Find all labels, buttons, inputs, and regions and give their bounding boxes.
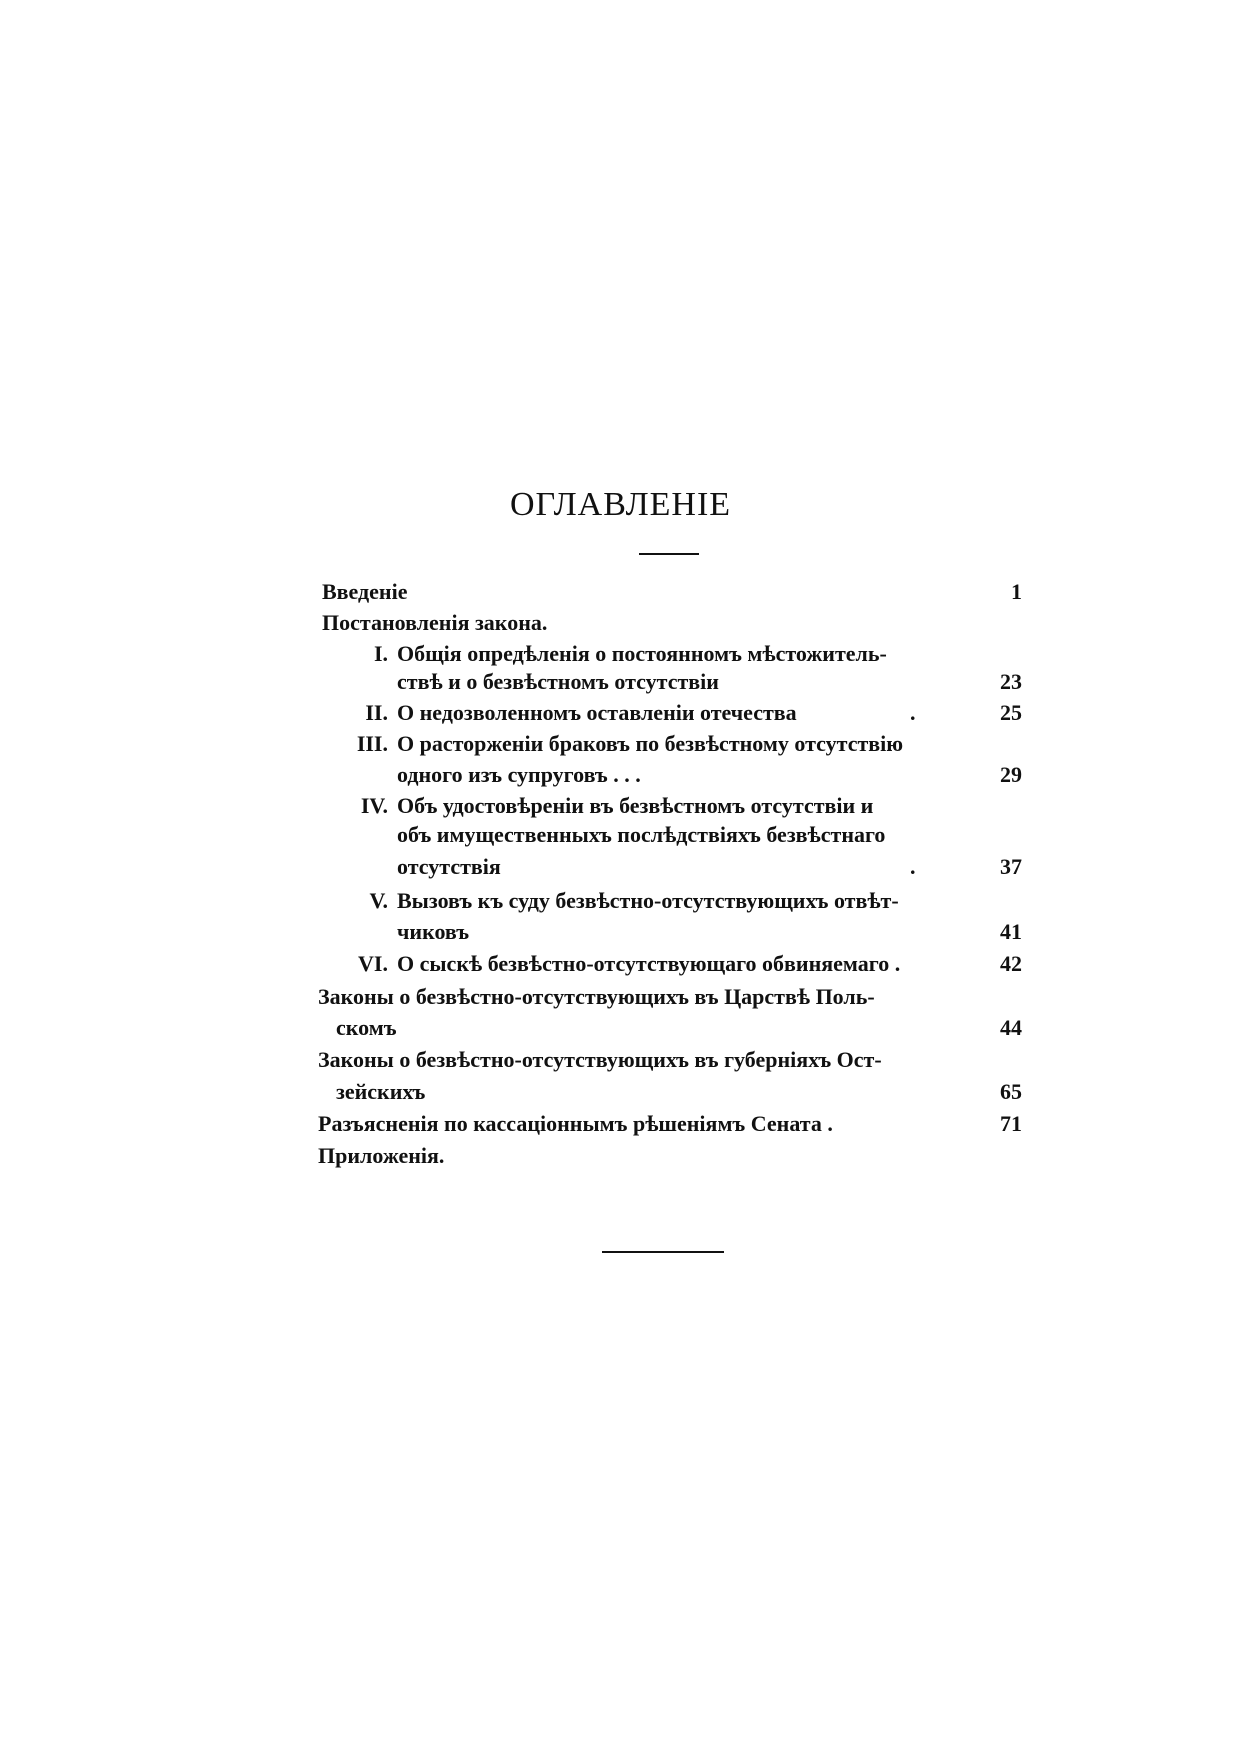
toc-page-number: 29 <box>1000 762 1022 787</box>
toc-entry-text: О расторженiи браковъ по безвѣстному отсутствiю <box>397 731 904 756</box>
toc-page-number: 41 <box>1000 919 1022 944</box>
closing-divider <box>602 1251 724 1253</box>
toc-entry-text: О недозволенномъ оставленiи отечества <box>397 700 797 725</box>
toc-entry-chapter-1-cont <box>322 667 1022 697</box>
toc-entry-laws-ostsee-cont <box>322 1077 1022 1107</box>
chapter-numeral: II. <box>365 700 388 725</box>
toc-entry-text: Общiя опредѣленiя о постоянномъ мѣстожитель- <box>397 641 887 666</box>
toc-page-number: 71 <box>1000 1111 1022 1136</box>
toc-section-heading <box>322 608 1022 638</box>
toc-entry-text: Объ удостовѣренiи въ безвѣстномъ отсутствiи и <box>397 793 874 818</box>
toc-entry-chapter-1 <box>322 639 1022 669</box>
toc-page-number: 65 <box>1000 1079 1022 1104</box>
chapter-numeral: VI. <box>358 951 388 976</box>
toc-entry-text: скомъ <box>336 1015 397 1040</box>
toc-page-number: 44 <box>1000 1015 1022 1040</box>
toc-page-number: 1 <box>1011 579 1022 604</box>
page-title: ОГЛАВЛЕНIЕ <box>509 486 732 523</box>
toc-entry-text: Приложенiя. <box>318 1143 445 1168</box>
toc-entry-text: Вызовъ къ суду безвѣстно-отсутствующихъ отвѣт- <box>397 888 899 913</box>
chapter-numeral: I. <box>373 641 388 666</box>
toc-entry-laws-poland <box>318 982 1022 1012</box>
toc-entry-text: одного изъ супруговъ . . . <box>397 762 641 787</box>
chapter-numeral: III. <box>356 731 388 756</box>
toc-entry-text: Введенiе <box>322 579 408 604</box>
toc-entry-laws-ostsee <box>318 1045 1022 1075</box>
toc-entry-chapter-3-cont <box>322 760 1022 790</box>
toc-page-number: 37 <box>1000 854 1022 879</box>
toc-entry-chapter-4-cont <box>322 852 1022 882</box>
toc-entry-chapter-2 <box>322 698 1022 728</box>
toc-entry-intro <box>322 577 1022 607</box>
toc-entry-chapter-6 <box>322 949 1022 979</box>
toc-entry-text: чиковъ <box>397 919 470 944</box>
toc-entry-text: объ имущественныхъ послѣдствiяхъ безвѣстнаго <box>397 822 886 847</box>
title-divider <box>639 553 699 555</box>
toc-entry-senate <box>318 1109 1022 1139</box>
toc-entry-text: Постановленiя закона. <box>322 610 548 635</box>
toc-page-number: 25 <box>1000 700 1022 725</box>
toc-leader-dot: . <box>910 854 916 879</box>
chapter-numeral: V. <box>369 888 388 913</box>
toc-entry-text: ствѣ и о безвѣстномъ отсутствiи <box>397 669 719 694</box>
toc-entry-text: зейскихъ <box>336 1079 426 1104</box>
chapter-numeral: IV. <box>360 793 388 818</box>
toc-entry-text: Законы о безвѣстно-отсутствующихъ въ Царствѣ Поль- <box>318 984 875 1009</box>
toc-entry-text: Законы о безвѣстно-отсутствующихъ въ губернiяхъ Ост- <box>318 1047 882 1072</box>
toc-entry-appendix <box>318 1141 1022 1171</box>
toc-entry-text: О сыскѣ безвѣстно-отсутствующаго обвиняемаго . <box>397 951 901 976</box>
toc-leader-dot: . <box>910 700 916 725</box>
toc-entry-chapter-3 <box>322 729 1022 759</box>
toc-entry-chapter-5 <box>322 886 1022 916</box>
toc-page-number: 23 <box>1000 669 1022 694</box>
toc-entry-laws-poland-cont <box>322 1013 1022 1043</box>
toc-entry-text: Разъясненiя по кассацiоннымъ рѣшенiямъ Сената . <box>318 1111 833 1136</box>
toc-page-number: 42 <box>1000 951 1022 976</box>
toc-entry-chapter-4 <box>322 791 1022 821</box>
toc-entry-chapter-5-cont <box>322 917 1022 947</box>
toc-entry-chapter-4-cont <box>322 820 1022 850</box>
toc-entry-text: отсутствiя <box>397 854 501 879</box>
